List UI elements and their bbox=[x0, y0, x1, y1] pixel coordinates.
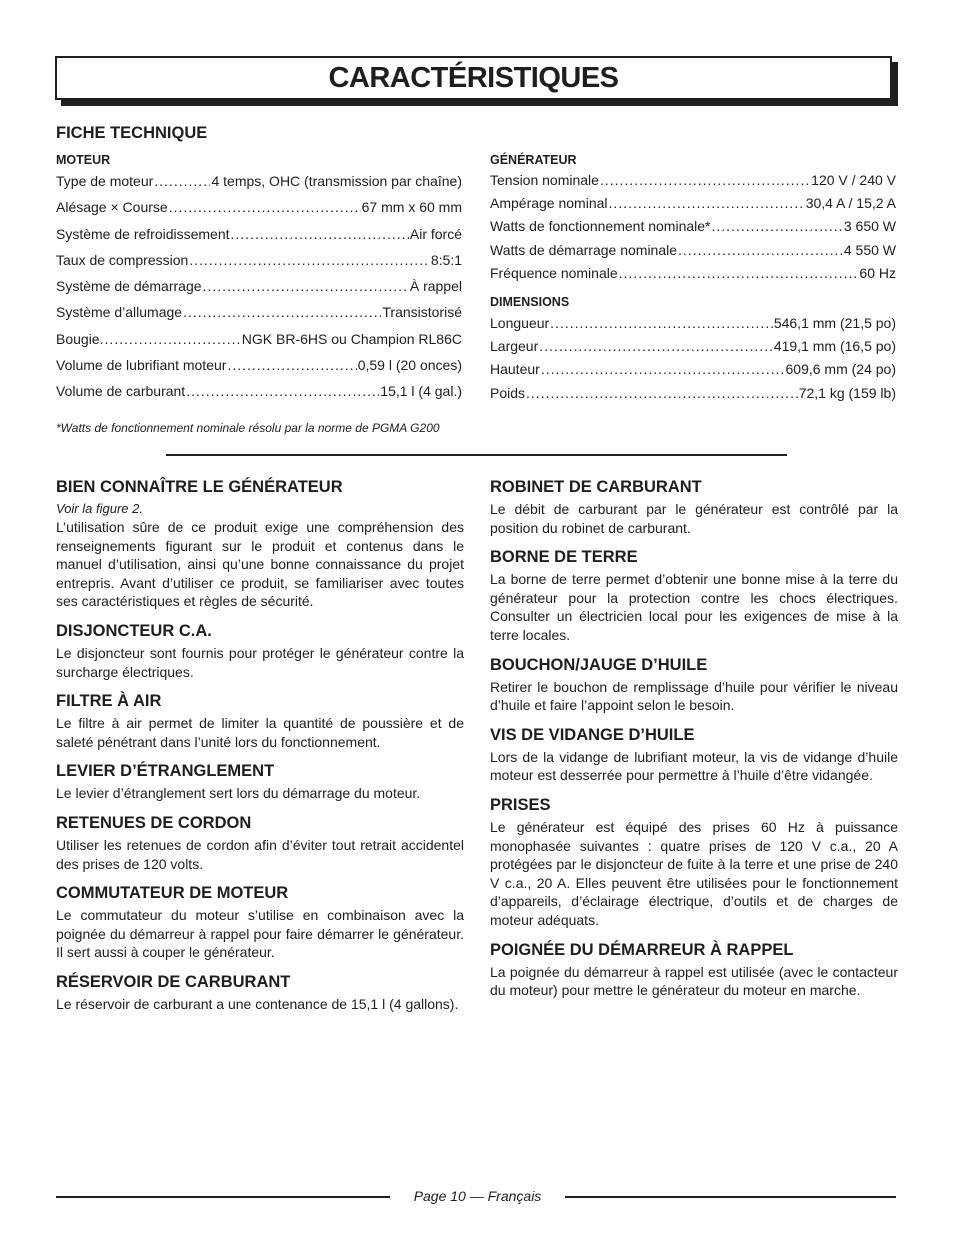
section-heading: RETENUES DE CORDON bbox=[56, 813, 252, 832]
left-column bbox=[56, 478, 464, 1025]
section-body: Lors de la vidange de lubrifiant moteur, la vis de vidange d’huile moteur est desserrée pour permettre à l’huile d’être vidangée. bbox=[490, 748, 898, 784]
section-heading: LEVIER D’ÉTRANGLEMENT bbox=[56, 762, 275, 781]
spec-row bbox=[56, 173, 462, 199]
footer-rule-right bbox=[565, 1196, 896, 1198]
leader-dots bbox=[609, 195, 805, 211]
spec-label: Ampérage nominal bbox=[490, 195, 608, 212]
feature-section bbox=[56, 884, 464, 962]
spec-row bbox=[490, 172, 896, 195]
feature-section bbox=[56, 692, 464, 751]
feature-section bbox=[56, 762, 464, 803]
section-heading: DISJONCTEUR C.A. bbox=[56, 621, 212, 640]
title-banner bbox=[55, 56, 892, 100]
spec-row bbox=[490, 195, 896, 218]
leader-dots bbox=[227, 357, 356, 373]
spec-row bbox=[56, 357, 462, 383]
spec-label: Watts de démarrage nominale bbox=[490, 241, 678, 258]
spec-label: Tension nominale bbox=[490, 172, 599, 188]
section-body: Retirer le bouchon de remplissage d’huile pour vérifier le niveau d’huile et faire l’appoint selon le besoin. bbox=[490, 678, 898, 714]
dimensions-spec-list bbox=[490, 315, 896, 408]
leader-dots bbox=[203, 278, 409, 294]
section-heading: RÉSERVOIR DE CARBURANT bbox=[56, 972, 291, 991]
title-box bbox=[55, 56, 892, 100]
spec-label: Largeur bbox=[490, 338, 539, 355]
spec-value: 30,4 A / 15,2 A bbox=[805, 195, 896, 212]
feature-section bbox=[490, 478, 898, 537]
page-title: CARACTÉRISTIQUES bbox=[328, 61, 619, 94]
feature-section bbox=[56, 478, 464, 611]
page-footer: Page 10 — Français bbox=[413, 1188, 542, 1204]
section-body: Le filtre à air permet de limiter la quantité de poussière et de saleté pénétrant dans l’unité lors du fonctionnement. bbox=[56, 715, 464, 750]
section-heading: BORNE DE TERRE bbox=[490, 548, 638, 567]
spec-row bbox=[490, 242, 896, 265]
fiche-technique-heading: FICHE TECHNIQUE bbox=[56, 124, 208, 142]
spec-value: 419,1 mm (16,5 po) bbox=[773, 338, 896, 355]
generateur-heading: GÉNÉRATEUR bbox=[490, 153, 577, 167]
leader-dots bbox=[539, 338, 773, 354]
moteur-heading: MOTEUR bbox=[56, 153, 111, 167]
spec-value: 3 650 W bbox=[843, 218, 896, 235]
spec-value: 15,1 l (4 gal.) bbox=[380, 383, 462, 400]
spec-label: Système de refroidissement bbox=[56, 225, 230, 242]
right-column bbox=[490, 478, 898, 1011]
spec-label: Système de démarrage bbox=[56, 278, 202, 295]
spec-row bbox=[56, 252, 462, 278]
spec-row bbox=[490, 338, 896, 361]
feature-section bbox=[490, 548, 898, 644]
section-heading: COMMUTATEUR DE MOTEUR bbox=[56, 884, 289, 903]
spec-label: Volume de carburant bbox=[56, 383, 186, 400]
section-body: La poignée du démarreur à rappel est utilisée (avec le contacteur du moteur) pour mettre le générateur du moteur en marche. bbox=[490, 963, 898, 999]
spec-value: 120 V / 240 V bbox=[811, 172, 896, 188]
moteur-spec-list bbox=[56, 173, 462, 410]
leader-dots bbox=[619, 265, 859, 281]
section-heading: VIS DE VIDANGE D’HUILE bbox=[490, 725, 695, 744]
spec-row bbox=[56, 278, 462, 304]
feature-section bbox=[490, 656, 898, 715]
spec-row bbox=[490, 315, 896, 338]
section-body: Le réservoir de carburant a une contenance de 15,1 l (4 gallons). bbox=[56, 995, 459, 1012]
feature-section bbox=[56, 622, 464, 681]
section-heading: POIGNÉE DU DÉMARREUR À RAPPEL bbox=[490, 940, 794, 959]
leader-dots bbox=[104, 331, 240, 347]
dimensions-heading: DIMENSIONS bbox=[490, 295, 570, 309]
feature-section bbox=[490, 726, 898, 785]
spec-row bbox=[490, 385, 896, 408]
spec-value: 0,59 l (20 onces) bbox=[357, 357, 462, 374]
leader-dots bbox=[231, 226, 409, 242]
section-body: Le disjoncteur sont fournis pour protéger le générateur contre la surcharge électriques. bbox=[56, 644, 464, 680]
leader-dots bbox=[712, 218, 843, 234]
spec-row bbox=[56, 226, 462, 252]
spec-value: 546,1 mm (21,5 po) bbox=[773, 315, 896, 331]
spec-value: 4 550 W bbox=[843, 241, 896, 258]
spec-value: Transistorisé bbox=[382, 304, 462, 321]
section-body: Le débit de carburant par le générateur est contrôlé par la position du robinet de carburant. bbox=[490, 501, 898, 536]
section-body: La borne de terre permet d’obtenir une bonne mise à la terre du générateur pour la protection contre les chocs électriques. Consulter un électricien local pour les exigences de mise à la terre locales. bbox=[490, 571, 898, 643]
spec-value: Air forcé bbox=[409, 225, 462, 242]
spec-value: NGK BR-6HS ou Champion RL86C bbox=[241, 330, 462, 347]
spec-value: 8:5:1 bbox=[430, 251, 462, 268]
spec-label: Poids bbox=[490, 384, 526, 401]
spec-label: Hauteur bbox=[490, 361, 540, 378]
leader-dots bbox=[154, 173, 210, 189]
spec-value: 67 mm x 60 mm bbox=[361, 199, 462, 216]
feature-section bbox=[490, 941, 898, 1000]
spec-row bbox=[56, 199, 462, 225]
spec-label: Watts de fonctionnement nominale* bbox=[490, 218, 711, 235]
footnote: *Watts de fonctionnement nominale résolu par la norme de PGMA G200 bbox=[56, 421, 440, 435]
leader-dots bbox=[183, 304, 381, 320]
section-heading: BIEN CONNAÎTRE LE GÉNÉRATEUR bbox=[56, 478, 343, 496]
section-body: Le commutateur du moteur s’utilise en combinaison avec la poignée du démarreur à rappel pour faire démarrer le générateur. Il sert aussi à couper le générateur. bbox=[56, 907, 464, 961]
spec-label: Type de moteur bbox=[56, 173, 154, 189]
figure-reference: Voir la figure 2. bbox=[56, 501, 143, 516]
section-heading: ROBINET DE CARBURANT bbox=[490, 478, 702, 496]
feature-section bbox=[56, 973, 464, 1014]
leader-dots bbox=[541, 361, 785, 377]
feature-section bbox=[490, 796, 898, 930]
spec-row bbox=[56, 304, 462, 330]
spec-row bbox=[490, 265, 896, 288]
section-body: L’utilisation sûre de ce produit exige une compréhension des renseignements figurant sur le produit et contenus dans le manuel d’utilisation, ainsi qu’une bonne connaissance du projet entrepris. Avant d’utiliser ce produit, se familiariser avec toutes ses caractéristiques et règles de sécurité. bbox=[56, 519, 464, 610]
section-heading: PRISES bbox=[490, 795, 551, 814]
leader-dots bbox=[186, 383, 379, 399]
section-body: Le générateur est équipé des prises 60 Hz à puissance monophasée suivantes : quatre prises de 120 V c.a., 20 A protégées par le disjoncteur de fuite à la terre et une prise de 240 V c.a., 20 A. Elles peuvent être utilisées pour le fonctionnement d’appareils, d’éclairage électrique, d’outils et de charges de moteur adéquats. bbox=[490, 818, 898, 928]
spec-label: Fréquence nominale bbox=[490, 264, 618, 281]
spec-label: Taux de compression bbox=[56, 251, 189, 268]
leader-dots bbox=[189, 252, 430, 268]
spec-row bbox=[56, 331, 462, 357]
section-divider bbox=[166, 454, 787, 456]
leader-dots bbox=[550, 315, 773, 331]
spec-value: 60 Hz bbox=[859, 264, 896, 281]
spec-label: Alésage × Course bbox=[56, 199, 168, 216]
spec-row bbox=[490, 218, 896, 241]
section-heading: BOUCHON/JAUGE D’HUILE bbox=[490, 655, 708, 674]
spec-value: 72,1 kg (159 lb) bbox=[798, 384, 896, 401]
leader-dots bbox=[526, 385, 798, 401]
spec-label: Volume de lubrifiant moteur bbox=[56, 357, 227, 374]
leader-dots bbox=[678, 242, 843, 258]
footer-rule-left bbox=[56, 1196, 390, 1198]
spec-row bbox=[490, 361, 896, 384]
leader-dots bbox=[600, 172, 810, 188]
spec-value: À rappel bbox=[409, 278, 462, 295]
section-body: Le levier d’étranglement sert lors du démarrage du moteur. bbox=[56, 785, 421, 802]
spec-label: Système d’allumage bbox=[56, 304, 183, 321]
leader-dots bbox=[169, 199, 361, 215]
spec-label: Longueur bbox=[490, 315, 550, 331]
spec-value: 609,6 mm (24 po) bbox=[785, 361, 896, 378]
generateur-spec-list bbox=[490, 172, 896, 288]
spec-value: 4 temps, OHC (transmission par chaîne) bbox=[211, 173, 462, 189]
feature-section bbox=[56, 814, 464, 873]
spec-row bbox=[56, 383, 462, 409]
section-heading: FILTRE À AIR bbox=[56, 692, 162, 711]
section-body: Utiliser les retenues de cordon afin d’éviter tout retrait accidentel des prises de 120 volts. bbox=[56, 836, 464, 872]
spec-label: Bougie. bbox=[56, 330, 104, 347]
